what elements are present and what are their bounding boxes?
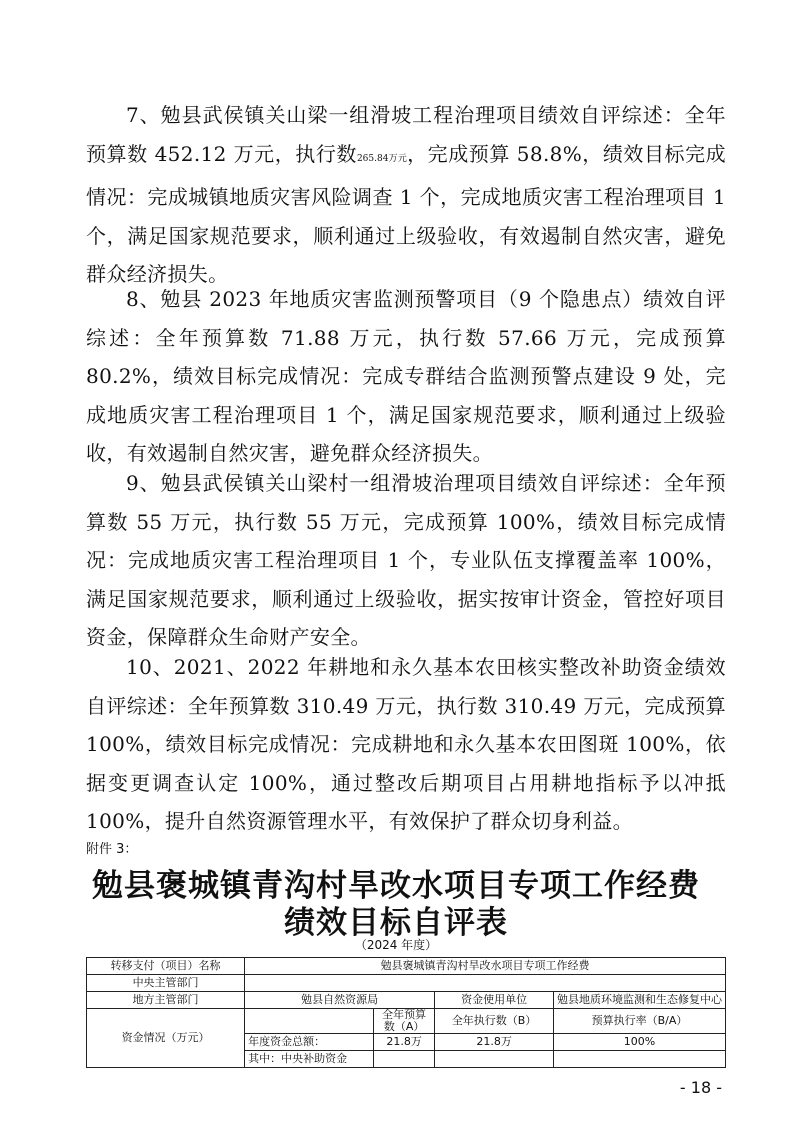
budget-header: 全年预算数（A） (374, 1009, 435, 1034)
paragraph-item-9: 9、勉县武侯镇关山梁村一组滑坡治理项目绩效自评综述：全年预算数 55 万元，执行数 55 万元，完成预算 100%，绩效目标完成情况：完成地质灾害工程治理项目 1 个，专业队伍支撑覆盖率 100%，满足国家规范要求，顺利通过上级验收，据实按审计资金，管控好项目资金，保障群众生命财产安全。 (86, 471, 726, 649)
paragraph-item-8: 8、勉县 2023 年地质灾害监测预警项目（9 个隐患点）绩效自评综述：全年预算数 71.88 万元，执行数 57.66 万元，完成预算 80.2%，绩效目标完成情况：完成专群结合监测预警点建设 9 处，完成地质灾害工程治理项目 1 个，满足国家规范要求，顺利通过上级验收，有效遏制自然灾害，避免群众经济损失。 (86, 287, 726, 465)
fund-user-value: 勉县地质环境监测和生态修复中心 (553, 992, 725, 1009)
table-title-line-2: 绩效目标自评表 (284, 905, 508, 941)
table-row (87, 1009, 726, 1034)
total-budget-value: 21.8万 (374, 1034, 435, 1051)
central-fund-label: 其中：中央补助资金 (245, 1051, 374, 1068)
paragraph-item-10: 10、2021、2022 年耕地和永久基本农田核实整改补助资金绩效自评综述：全年预算数 310.49 万元，执行数 310.49 万元，完成预算 100%，绩效目标完成情况：完成耕地和永久基本农田图斑 100%，依据变更调查认定 100%，通过整改后期项目占用耕地指标予以冲抵 100%，提升自然资源管理水平，有效保护了群众切身利益。 (86, 655, 726, 833)
paragraph-7-text-b: ，完成预算 58.8%，绩效目标完成情况：完成城镇地质灾害风险调查 1 个，完成地质灾害工程治理项目 1 个，满足国家规范要求，顺利通过上级验收，有效遏制自然灾害，避免群众经济损失。 (86, 141, 726, 286)
local-dept-value: 勉县自然资源局 (245, 992, 435, 1009)
rate-header: 预算执行率（B/A） (553, 1009, 725, 1034)
page-number: - 18 - (679, 1078, 722, 1097)
exec-header: 全年执行数（B） (435, 1009, 554, 1034)
table-row (87, 992, 726, 1009)
year-label: （2024 年度） (354, 938, 438, 952)
central-dept-label: 中央主管部门 (87, 975, 245, 992)
evaluation-table (86, 957, 726, 1068)
paragraph-item-7 (86, 96, 726, 294)
central-rate-value (553, 1051, 725, 1068)
fund-header-blank (245, 1009, 374, 1034)
total-rate-value: 100% (553, 1034, 725, 1051)
paragraph-7-text-a: 7、勉县武侯镇关山梁一组滑坡工程治理项目绩效自评综述：全年预算数 452.12 万元，执行数 (86, 103, 726, 166)
table-row (87, 958, 726, 975)
table-title-line-1: 勉县褒城镇青沟村旱改水项目专项工作经费 (92, 868, 700, 904)
project-name-value: 勉县褒城镇青沟村旱改水项目专项工作经费 (245, 958, 726, 975)
fund-situation-label: 资金情况（万元） (87, 1009, 245, 1068)
table-row (87, 975, 726, 992)
central-exec-value (435, 1051, 554, 1068)
paragraph-7-exec-amount: 265.84万元 (356, 153, 408, 164)
central-dept-value (245, 975, 726, 992)
total-exec-value: 21.8万 (435, 1034, 554, 1051)
local-dept-label: 地方主管部门 (87, 992, 245, 1009)
project-name-label: 转移支付（项目）名称 (87, 958, 245, 975)
fund-user-label: 资金使用单位 (435, 992, 554, 1009)
central-budget-value (374, 1051, 435, 1068)
total-fund-label: 年度资金总额： (245, 1034, 374, 1051)
attachment-label: 附件 3： (86, 842, 138, 857)
